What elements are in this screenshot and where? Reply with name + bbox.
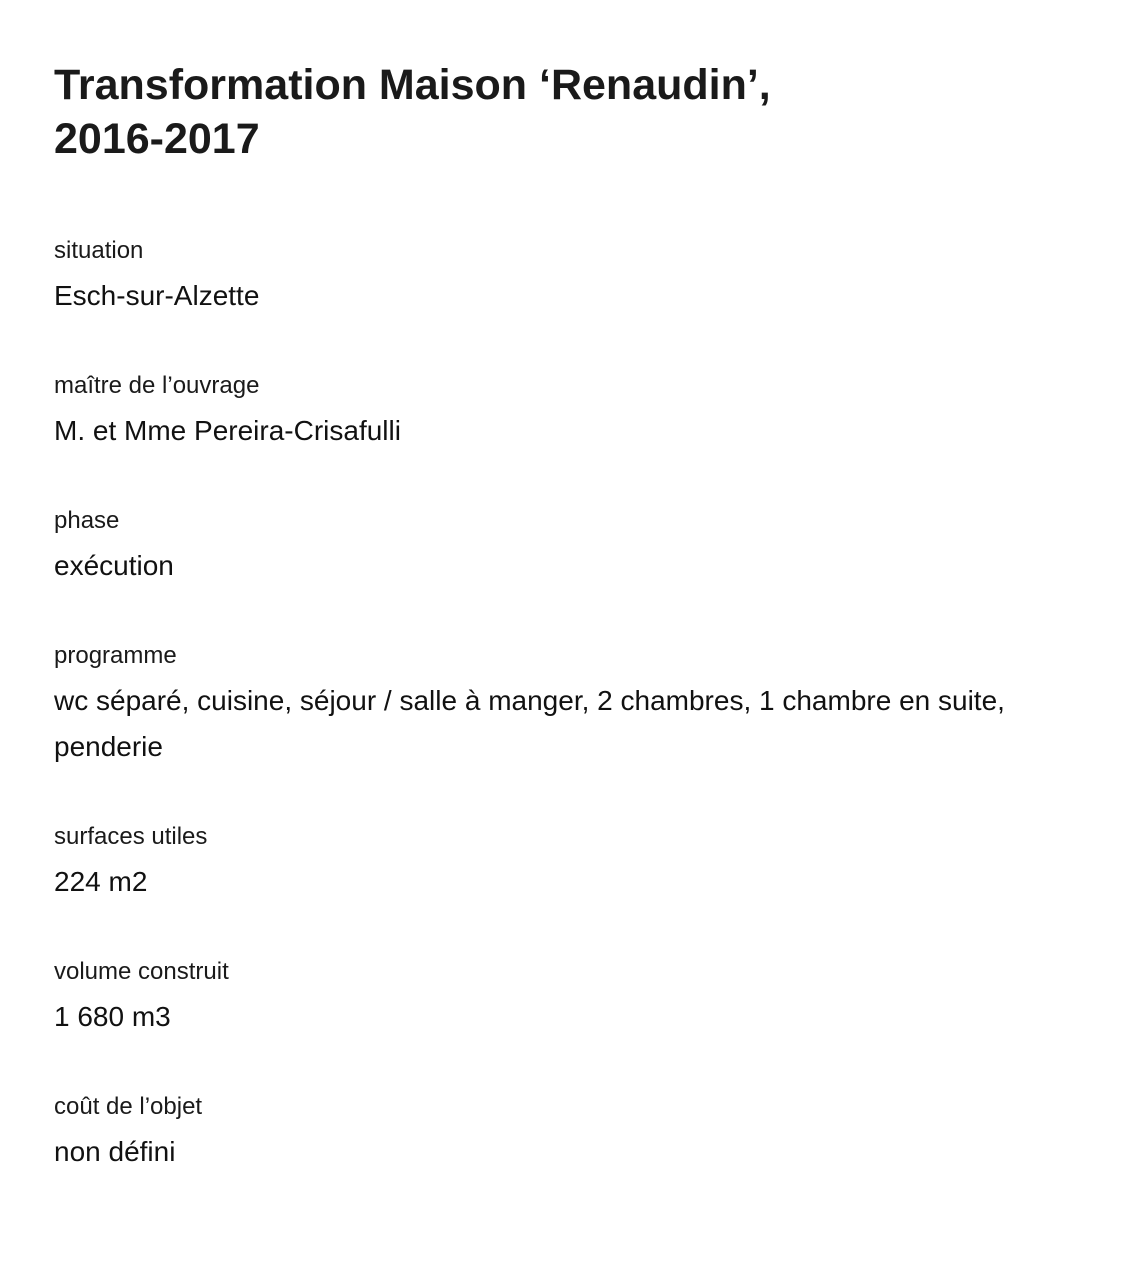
field-value: M. et Mme Pereira-Crisafulli — [54, 415, 401, 446]
field-volume-construit — [54, 958, 1054, 1040]
field-value: 1 680 m3 — [54, 1001, 171, 1032]
field-surfaces-utiles — [54, 823, 1054, 905]
field-cout-de-l-objet — [54, 1093, 1054, 1175]
field-label: surfaces utiles — [54, 823, 208, 850]
field-value: non défini — [54, 1136, 176, 1167]
field-label: phase — [54, 507, 120, 534]
project-details — [54, 237, 1054, 1175]
page-title — [54, 58, 1054, 166]
title-line-2: 2016-2017 — [54, 115, 260, 163]
field-situation — [54, 237, 1054, 319]
field-label: situation — [54, 237, 144, 264]
field-maitre-de-l-ouvrage — [54, 372, 1054, 454]
field-label: volume construit — [54, 958, 229, 985]
field-label: maître de l’ouvrage — [54, 372, 260, 399]
field-phase — [54, 507, 1054, 589]
field-label: coût de l’objet — [54, 1093, 203, 1120]
title-line-1: Transformation Maison ‘Renaudin’, — [54, 61, 771, 109]
field-value: exécution — [54, 550, 174, 581]
field-label: programme — [54, 642, 177, 669]
field-programme — [54, 642, 1054, 770]
field-value: wc séparé, cuisine, séjour / salle à manger, 2 chambres, 1 chambre en suite, penderie — [54, 685, 1005, 762]
field-value: Esch-sur-Alzette — [54, 280, 260, 311]
field-value: 224 m2 — [54, 866, 148, 897]
